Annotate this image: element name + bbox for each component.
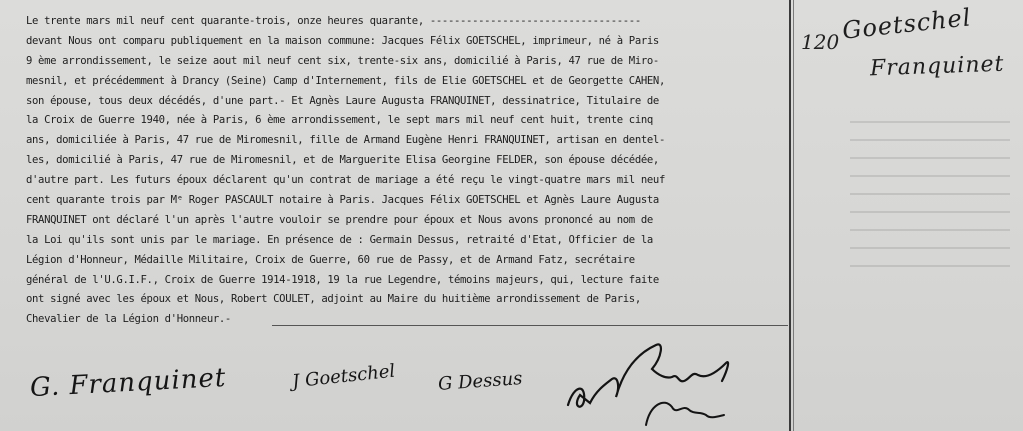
marriage-record-text <box>26 12 786 330</box>
record-line: ont signé avec les époux et Nous, Robert COULET, adjoint au Maire du huitième arrondissement de Paris, <box>26 293 641 306</box>
margin-name-groom: Goetschel <box>840 3 973 45</box>
signature-bride: G. Franquinet <box>29 362 228 404</box>
record-line: Chevalier de la Légion d'Honneur.- <box>26 313 231 326</box>
record-line: la Croix de Guerre 1940, née à Paris, 6 ème arrondissement, le sept mars mil neuf cent huit, trente cinq <box>26 114 653 127</box>
record-line: général de l'U.G.I.F., Croix de Guerre 1914-1918, 19 la rue Legendre, témoins majeurs, qui, lecture faite <box>26 273 659 286</box>
margin-divider-shadow <box>793 0 794 431</box>
record-line: cent quarante trois par Mᵉ Roger PASCAULT notaire à Paris. Jacques Félix GOETSCHEL et Agnès Laure Augusta <box>26 194 659 207</box>
entry-number: 120 <box>801 30 840 54</box>
record-line: d'autre part. Les futurs époux déclarent qu'un contrat de mariage a été reçu le vingt-quatre mars mil neuf <box>26 174 665 187</box>
record-line: mesnil, et précédemment à Drancy (Seine) Camp d'Internement, fils de Elie GOETSCHEL et de Georgette CAHEN, <box>26 74 665 87</box>
record-line: devant Nous ont comparu publiquement en la maison commune: Jacques Félix GOETSCHEL, imprimeur, né à Paris <box>26 34 659 47</box>
record-line: les, domicilié à Paris, 47 rue de Miromesnil, et de Marguerite Elisa Georgine FELDER, son épouse décédée, <box>26 154 659 167</box>
bleed-through-text <box>810 105 1010 305</box>
record-line: son épouse, tous deux décédés, d'une part.- Et Agnès Laure Augusta FRANQUINET, dessinatrice, Titulaire de <box>26 94 659 107</box>
record-line: la Loi qu'ils sont unis par le mariage. En présence de : Germain Dessus, retraité d'Etat, Officier de la <box>26 233 653 246</box>
signature-witness: G Dessus <box>437 368 524 395</box>
margin-divider <box>789 0 791 431</box>
closing-rule <box>272 325 788 326</box>
record-line: Légion d'Honneur, Médaille Militaire, Croix de Guerre, 60 rue de Passy, et de Armand Fatz, secrétaire <box>26 253 635 266</box>
record-line: 9 ème arrondissement, le seize aout mil neuf cent six, trente-six ans, domicilié à Paris, 47 rue de Miro- <box>26 54 659 67</box>
signature-officiant-flourish <box>560 335 760 430</box>
record-line: FRANQUINET ont déclaré l'un après l'autre vouloir se prendre pour époux et Nous avons prononcé au nom de <box>26 213 653 226</box>
signature-groom: J Goetschel <box>291 360 397 393</box>
record-line: ans, domiciliée à Paris, 47 rue de Miromesnil, fille de Armand Eugène Henri FRANQUINET, artisan en dentel- <box>26 134 665 147</box>
margin-name-bride: Franquinet <box>869 51 1005 82</box>
record-line: Le trente mars mil neuf cent quarante-trois, onze heures quarante, ----------------------------------- <box>26 15 641 27</box>
